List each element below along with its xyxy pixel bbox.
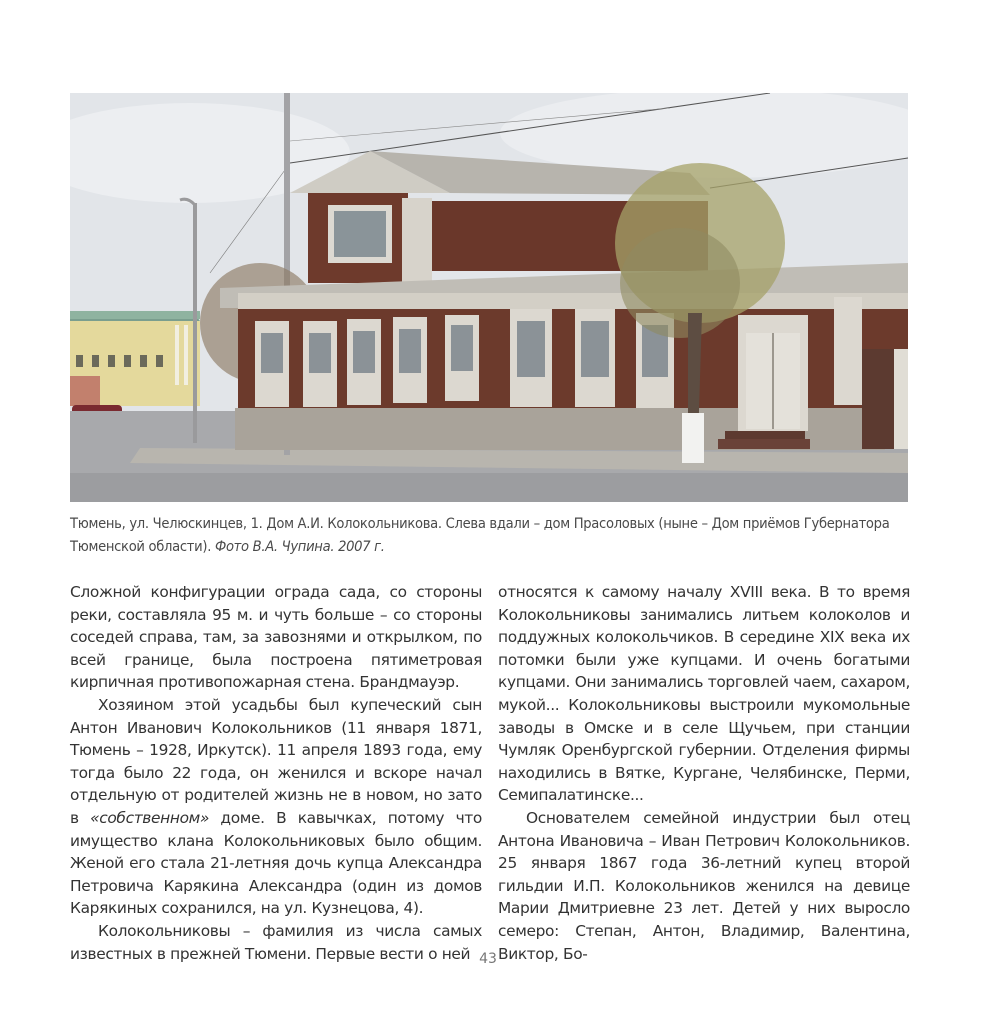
text-column-right (498, 581, 910, 965)
paragraph: Основателем семейной индустрии был отец Антона Ивановича – Иван Петрович Колокольников. 25 января 1867 года 36-летний купец второй гильдии И.П. Колокольников женился на девице Марии Дмитриевне 23 лет. Детей у них выросло семеро: Степан, Антон, Владимир, Валентина, Виктор, Бо- (498, 808, 910, 963)
paragraph-text: доме. В кавычках, потому что имущество клана Колокольниковых было общим. Женой его стала 21-летняя дочь купца Александра Петровича Карякина Александра (один из домов Карякиных сохранился, на ул. Кузнецова, 4). (70, 808, 482, 918)
text-column-left (70, 581, 482, 965)
italic-quote: «собственном» (90, 808, 210, 827)
paragraph-text: Хозяином этой усадьбы был купеческий сын Антон Иванович Колокольников (11 января 1871, Тюмень – 1928, Иркутск). 11 апреля 1893 года, ему тогда было 22 года, он женился и вскоре начал отдельную от родителей жизнь не в новом, но зато в (70, 695, 482, 827)
paragraph (70, 694, 482, 920)
photo-caption (70, 512, 910, 558)
house-photo-illustration (70, 93, 908, 502)
paragraph: Колокольниковы – фамилия из числа самых известных в прежней Тюмени. Первые вести о ней (70, 921, 482, 963)
page-number: 43 (479, 951, 497, 967)
caption-text: Тюмень, ул. Челюскинцев, 1. Дом А.И. Колокольникова. Слева вдали – дом Прасоловых (ныне – Дом приёмов Губернатора Тюменской области). (70, 515, 890, 555)
caption-credit: Фото В.А. Чупина. 2007 г. (214, 538, 385, 555)
photo-kolokolnikov-house (70, 93, 908, 502)
paragraph: относятся к самому началу XVIII века. В то время Колокольниковы занимались литьем колоколов и поддужных колокольчиков. В середине XIX века их потомки были уже купцами. И очень богатыми купцами. Они занимались торговлей чаем, сахаром, мукой... Колокольниковы выстроили мукомольные заводы в Омске и в селе Щучьем, при станции Чумляк Оренбургской губернии. Отделения фирмы находились в Вятке, Кургане, Челябинске, Перми, Семипалатинске... (498, 583, 910, 805)
paragraph: Сложной конфигурации ограда сада, со стороны реки, составляла 95 м. и чуть больше – со стороны соседей справа, там, за завознями и открылком, по всей границе, была построена пятиметровая кирпичная противопожарная стена. Брандмауэр. (70, 583, 482, 692)
